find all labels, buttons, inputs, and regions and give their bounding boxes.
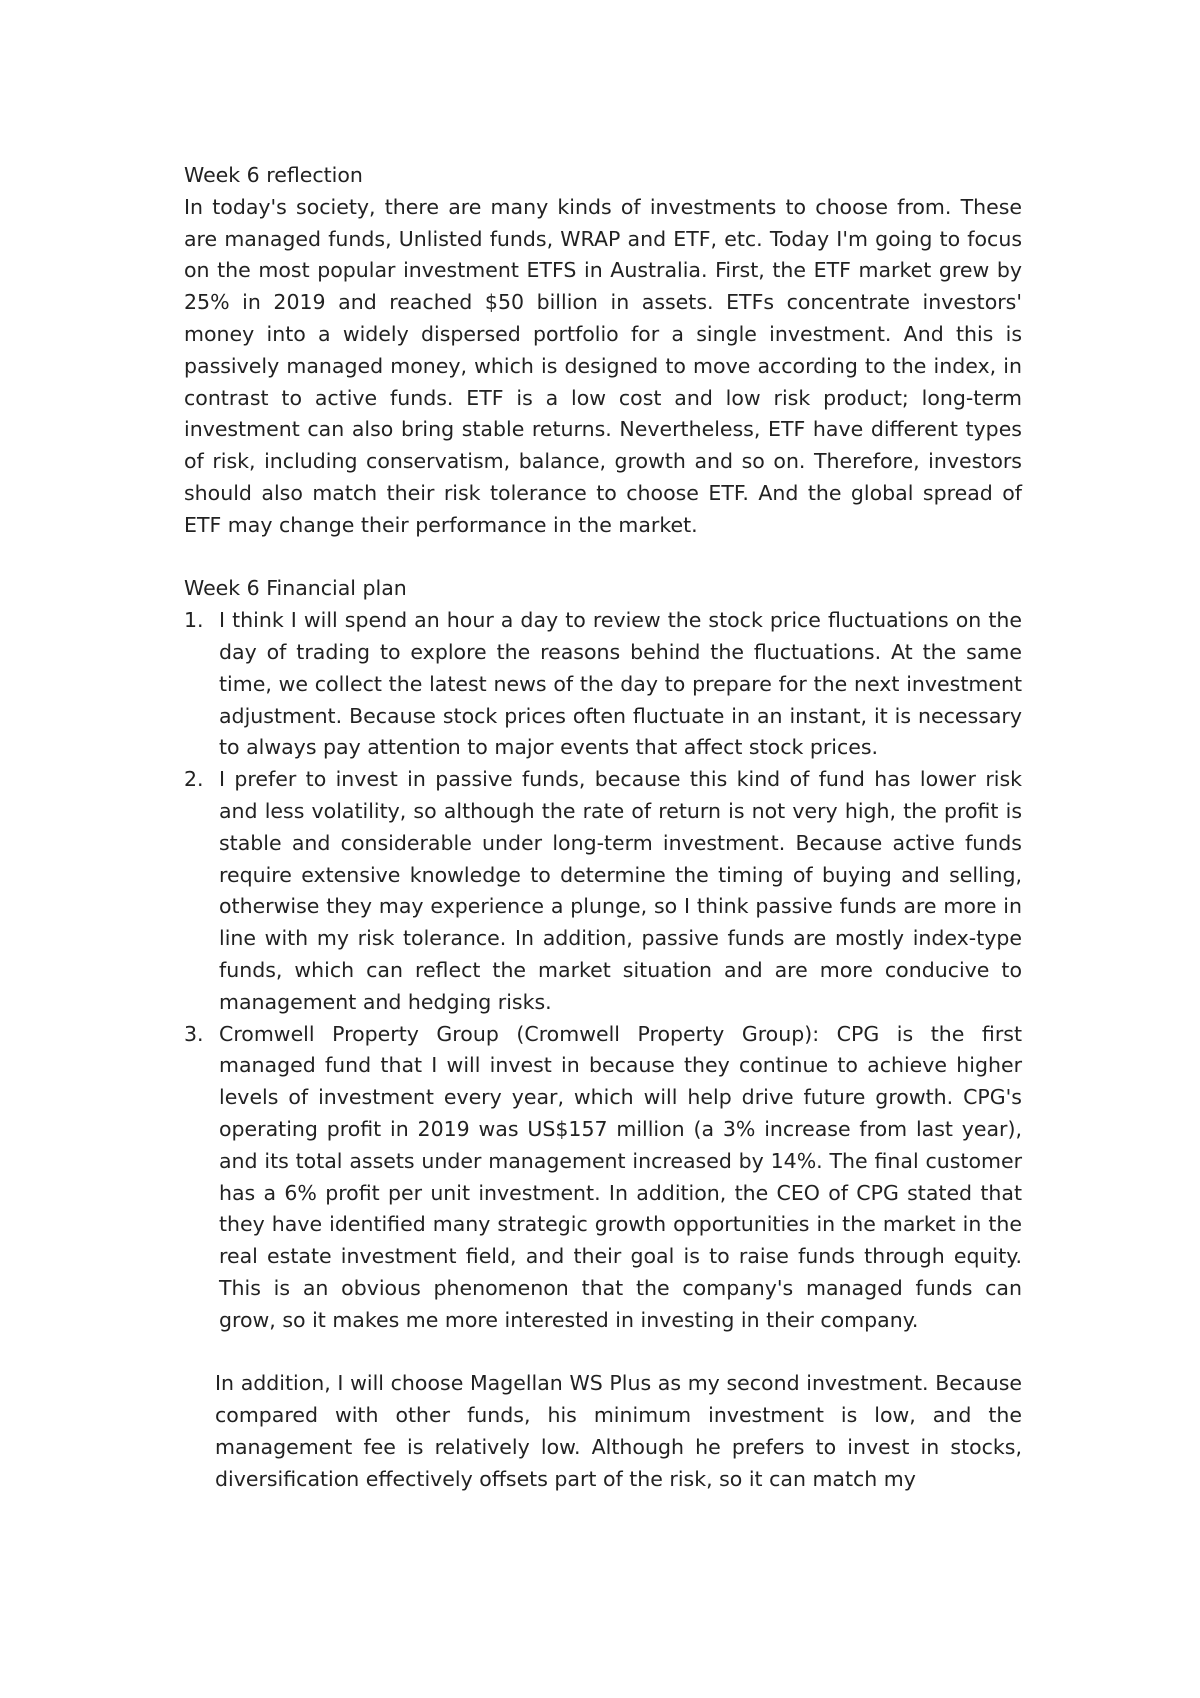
- section-spacer: [184, 542, 1022, 574]
- reflection-title: Week 6 reflection: [184, 163, 363, 187]
- plan-item-text: Cromwell Property Group (Cromwell Property Group): CPG is the first managed fund that I will invest in because they continue to achieve higher levels of investment every year, which will help drive future growth. CPG's operating profit in 2019 was US$157 million (a 3% increase from last year), and its total assets under management increased by 14%. The final customer has a 6% profit per unit investment. In addition, the CEO of CPG stated that they have identified many strategic growth opportunities in the market in the real estate investment field, and their goal is to raise funds through equity. This is an obvious phenomenon that the company's managed funds can grow, so it makes me more interested in investing in their company.: [219, 1021, 1022, 1332]
- plan-title: Week 6 Financial plan: [184, 576, 407, 601]
- plan-list: [184, 605, 1022, 1336]
- document-page: [184, 160, 1022, 1495]
- plan-item-text: I prefer to invest in passive funds, because this kind of fund has lower risk and less volatility, so although the rate of return is not very high, the profit is stable and considerable under long-term investment. Because active funds require extensive knowledge to determine the timing of buying and selling, otherwise they may experience a plunge, so I think passive funds are more in line with my risk tolerance. In addition, passive funds are mostly index-type funds, which can reflect the market situation and are more conducive to management and hedging risks.: [219, 767, 1022, 1014]
- reflection-body: In today's society, there are many kinds of investments to choose from. These are managed funds, Unlisted funds, WRAP and ETF, etc. Today I'm going to focus on the most popular investment ETFS in Australia. First, the ETF market grew by 25% in 2019 and reached $50 billion in assets. ETFs concentrate investors' money into a widely dispersed portfolio for a single investment. And this is passively managed money, which is designed to move according to the index, in contrast to active funds. ETF is a low cost and low risk product; long-term investment can also bring stable returns. Nevertheless, ETF have different types of risk, including conservatism, balance, growth and so on. Therefore, investors should also match their risk tolerance to choose ETF. And the global spread of ETF may change their performance in the market.: [184, 194, 1022, 537]
- plan-item-number: 3.: [184, 1021, 204, 1046]
- plan-item-3: [184, 1019, 1022, 1337]
- plan-item-1: [184, 605, 1022, 764]
- plan-item-number: 2.: [184, 767, 204, 792]
- plan-item-text: I think I will spend an hour a day to review the stock price fluctuations on the day of trading to explore the reasons behind the fluctuations. At the same time, we collect the latest news of the day to prepare for the next investment adjustment. Because stock prices often fluctuate in an instant, it is necessary to always pay attention to major events that affect stock prices.: [219, 608, 1022, 760]
- plan-closing-paragraph: In addition, I will choose Magellan WS Plus as my second investment. Because compared with other funds, his minimum investment is low, and the management fee is relatively low. Although he prefers to invest in stocks, diversification effectively offsets part of the risk, so it can match my: [215, 1371, 1022, 1491]
- plan-item-2: [184, 764, 1022, 1018]
- plan-item-number: 1.: [184, 608, 204, 633]
- section-spacer: [184, 1336, 1022, 1368]
